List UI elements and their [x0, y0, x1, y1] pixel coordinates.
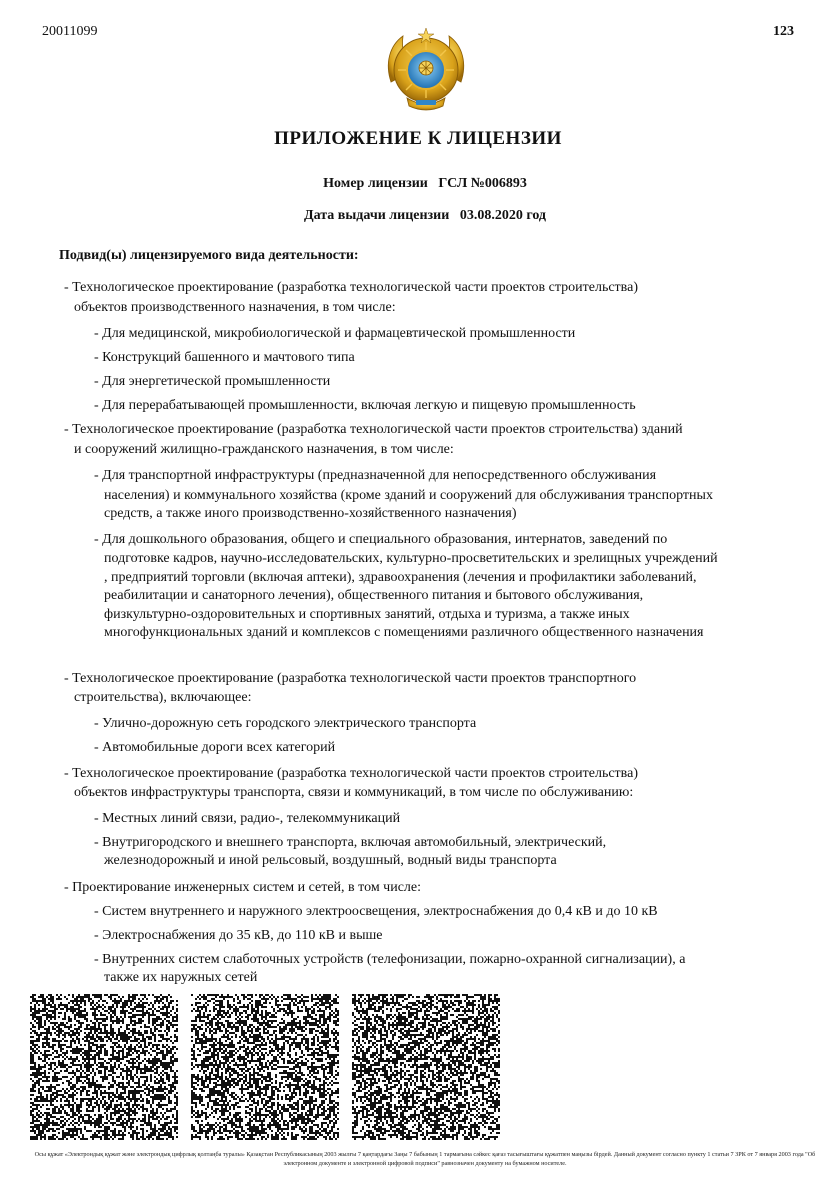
list-item-line: - Электроснабжения до 35 кВ, до 110 кВ и выше — [94, 928, 383, 943]
list-item-line: - Внутригородского и внешнего транспорта, включая автомобильный, электрический, — [94, 835, 607, 850]
qr-code-3 — [352, 994, 500, 1140]
list-item-line: строительства), включающее: — [74, 690, 252, 705]
list-item-line: - Для транспортной инфраструктуры (предназначенной для непосредственного обслуживания — [94, 468, 657, 483]
list-item-line: - Систем внутреннего и наружного электроосвещения, электроснабжения до 0,4 кВ и до 10 кВ — [94, 904, 658, 919]
qr-code-2 — [191, 994, 339, 1140]
list-item-line: объектов производственного назначения, в том числе: — [74, 300, 396, 315]
list-item-line: - Внутренних систем слаботочных устройств (телефонизации, пожарно-охранной сигнализации), а — [94, 952, 686, 967]
license-number-value: ГСЛ №006893 — [438, 176, 527, 191]
list-item-line: , предприятий торговли (включая аптеки), здравоохранения (лечения и профилактики заболеваний, — [104, 570, 697, 585]
list-item-line: - Для дошкольного образования, общего и специального образования, интернатов, заведений по — [94, 532, 668, 547]
list-item-line: - Для перерабатывающей промышленности, включая легкую и пищевую промышленность — [94, 398, 636, 413]
list-item-line: - Проектирование инженерных систем и сетей, в том числе: — [64, 880, 422, 895]
list-item-line: железнодорожный и иной рельсовый, воздушный, водный виды транспорта — [104, 853, 557, 868]
list-item-line: объектов инфраструктуры транспорта, связи и коммуникаций, в том числе по обслуживанию: — [74, 785, 634, 800]
list-item-line: - Технологическое проектирование (разработка технологической части проектов строительства) зданий — [64, 422, 683, 437]
license-number-label: Номер лицензии — [323, 176, 428, 191]
list-item-line: подготовке кадров, научно-исследовательских, культурно-просветительских и зрелищных учреждений — [104, 551, 718, 566]
list-item-line: физкультурно-оздоровительных и спортивных занятий, отдыха и туризма, а также иных — [104, 607, 630, 622]
list-item-line: - Технологическое проектирование (разработка технологической части проектов строительства) — [64, 280, 638, 295]
list-item-line: реабилитации и санаторного лечения), общественного питания и бытового обслуживания, — [104, 588, 644, 603]
list-item-line: - Автомобильные дороги всех категорий — [94, 740, 336, 755]
list-item-line: средств, а также иного производственно-хозяйственного назначения) — [104, 506, 517, 521]
license-date-label: Дата выдачи лицензии — [303, 208, 450, 223]
list-item-line: также их наружных сетей — [104, 970, 258, 985]
list-item-line: - Конструкций башенного и мачтового типа — [94, 350, 355, 365]
list-item-line: - Технологическое проектирование (разработка технологической части проектов строительства) — [64, 766, 638, 781]
page-title: ПРИЛОЖЕНИЕ К ЛИЦЕНЗИИ — [274, 128, 562, 149]
kazakhstan-state-emblem-icon — [383, 24, 469, 114]
list-item-line: - Местных линий связи, радио-, телекоммуникаций — [94, 811, 401, 826]
list-item-line: - Для энергетической промышленности — [94, 374, 331, 389]
list-item-line: - Для медицинской, микробиологической и фармацевтической промышленности — [94, 326, 576, 341]
legal-footer-note: Осы құжат «Электрондық құжат және электрондық цифрлық қолтаңба туралы» Қазақстан Республикасының 2003 жылғы 7 қаңтардағы Заңы 7 бабының 1 тармағына сәйкес қағаз тасығыштағы құжатпен маңызы бірдей. Данный документ согласно пункту 1 статьи 7 ЗРК от 7 января 2003 года "Об электронном документе и электронной цифровой подписи" равнозначен документу на бумажном носителе. — [34, 1151, 816, 1167]
qr-code-1 — [30, 994, 178, 1140]
list-item-line: - Технологическое проектирование (разработка технологической части проектов транспортного — [64, 671, 637, 686]
section-heading: Подвид(ы) лицензируемого вида деятельности: — [59, 248, 359, 263]
list-item-line: - Улично-дорожную сеть городского электрического транспорта — [94, 716, 477, 731]
list-item-line: многофункциональных зданий и комплексов с помещениями различного общественного назначения — [104, 625, 704, 640]
page-number: 123 — [773, 24, 794, 39]
list-item-line: населения) и коммунального хозяйства (кроме зданий и сооружений для обслуживания транспортных — [104, 488, 713, 503]
license-number-line — [0, 176, 836, 192]
list-item-line: и сооружений жилищно-гражданского назначения, в том числе: — [74, 442, 454, 457]
license-date-value: 03.08.2020 год — [459, 208, 546, 223]
document-number: 20011099 — [42, 24, 98, 39]
license-date-line — [0, 208, 836, 224]
